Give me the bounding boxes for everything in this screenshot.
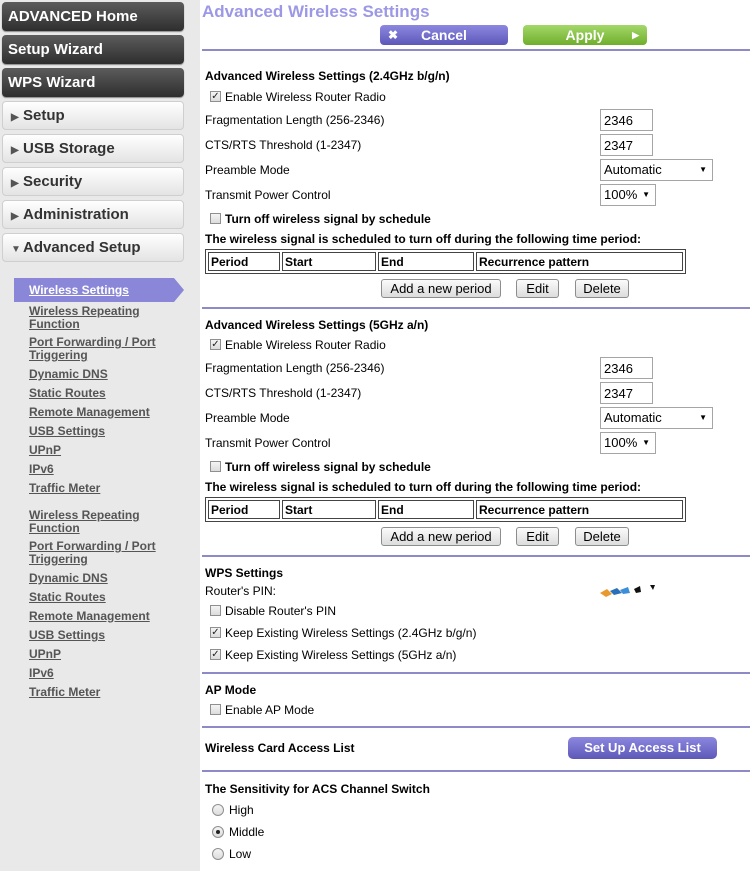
sidebar-item-usb-settings[interactable]: USB Settings (29, 628, 106, 642)
divider (202, 672, 750, 674)
col-end: End (378, 252, 474, 271)
apply-button-label: Apply (565, 27, 605, 43)
band24-edit-button[interactable]: Edit (516, 279, 559, 298)
menu-security-label: Security (23, 173, 83, 190)
disable-pin-checkbox[interactable] (210, 605, 221, 616)
sidebar-item-remote-management[interactable]: Remote Management (29, 609, 150, 623)
acs-low-radio[interactable] (212, 848, 224, 860)
cancel-button-label: Cancel (421, 27, 467, 43)
menu-setup[interactable] (2, 101, 184, 130)
band5-delete-button[interactable]: Delete (575, 527, 629, 546)
band5-cts-input[interactable] (600, 382, 653, 404)
band5-power-value: 100% (604, 435, 638, 450)
menu-setup-label: Setup (23, 107, 65, 124)
band5-preamble-select[interactable] (600, 407, 713, 429)
table-header-row (208, 252, 683, 271)
col-period: Period (208, 500, 280, 519)
table-header-row (208, 500, 683, 519)
band5-power-select[interactable] (600, 432, 656, 454)
wps-heading: WPS Settings (205, 566, 284, 580)
band24-power-select[interactable] (600, 184, 656, 206)
acs-heading: The Sensitivity for ACS Channel Switch (205, 782, 430, 796)
triangle-right-icon: ▶ (11, 145, 19, 156)
sidebar-item-port-forwarding[interactable]: Port Forwarding / Port Triggering (29, 539, 156, 566)
band24-preamble-value: Automatic (604, 162, 662, 177)
sidebar-item-dynamic-dns[interactable]: Dynamic DNS (29, 571, 108, 585)
sidebar-item-dynamic-dns[interactable]: Dynamic DNS (29, 367, 108, 381)
band5-edit-button[interactable]: Edit (516, 527, 559, 546)
acs-middle-label: Middle (229, 825, 265, 839)
wps-wizard-button[interactable]: WPS Wizard (2, 68, 184, 97)
band5-schedule-label: Turn off wireless signal by schedule (225, 460, 431, 474)
acs-high-label: High (229, 803, 254, 817)
col-recurrence: Recurrence pattern (476, 500, 683, 519)
triangle-right-icon: ▶ (11, 178, 19, 189)
access-list-label: Wireless Card Access List (205, 741, 355, 755)
page-title: Advanced Wireless Settings (202, 2, 430, 21)
band24-frag-input[interactable] (600, 109, 653, 131)
band24-schedule-note: The wireless signal is scheduled to turn off during the following time period: (205, 232, 642, 246)
col-recurrence: Recurrence pattern (476, 252, 683, 271)
band24-power-value: 100% (604, 187, 638, 202)
sidebar-item-wireless-settings[interactable]: Wireless Settings (14, 278, 174, 302)
band24-schedule-checkbox[interactable] (210, 213, 221, 224)
band5-frag-input[interactable] (600, 357, 653, 379)
col-start: Start (282, 500, 376, 519)
chevron-down-icon: ▼ (699, 413, 707, 422)
menu-administration-label: Administration (23, 206, 129, 223)
band5-preamble-value: Automatic (604, 410, 662, 425)
menu-advanced-setup-label: Advanced Setup (23, 239, 141, 256)
apply-button[interactable] (523, 25, 647, 45)
band24-delete-button[interactable]: Delete (575, 279, 629, 298)
chevron-down-icon: ▼ (699, 165, 707, 174)
set-up-access-list-button[interactable]: Set Up Access List (568, 737, 717, 759)
sidebar-item-static-routes[interactable]: Static Routes (29, 386, 106, 400)
acs-high-radio[interactable] (212, 804, 224, 816)
divider (202, 555, 750, 557)
band5-schedule-note: The wireless signal is scheduled to turn off during the following time period: (205, 480, 642, 494)
ap-heading: AP Mode (205, 683, 257, 697)
band5-add-period-button[interactable]: Add a new period (381, 527, 501, 546)
menu-usb-storage[interactable] (2, 134, 184, 163)
keep5-label: Keep Existing Wireless Settings (5GHz a/n) (225, 648, 457, 662)
cancel-button[interactable] (380, 25, 508, 45)
sidebar-item-remote-management[interactable]: Remote Management (29, 405, 150, 419)
ap-mode-checkbox[interactable] (210, 704, 221, 715)
triangle-right-icon: ▶ (11, 112, 19, 123)
col-start: Start (282, 252, 376, 271)
band24-preamble-select[interactable] (600, 159, 713, 181)
menu-advanced-setup[interactable] (2, 233, 184, 262)
chevron-down-icon: ▼ (642, 190, 650, 199)
band5-power-label: Transmit Power Control (205, 436, 331, 450)
band24-cts-input[interactable] (600, 134, 653, 156)
band24-heading: Advanced Wireless Settings (2.4GHz b/g/n) (205, 69, 450, 83)
divider (202, 49, 750, 51)
band24-frag-label: Fragmentation Length (256-2346) (205, 113, 385, 127)
ap-mode-label: Enable AP Mode (225, 703, 315, 717)
divider (202, 770, 750, 772)
sidebar-item-wireless-repeating[interactable]: Wireless Repeating Function (29, 304, 140, 331)
advanced-home-button[interactable]: ADVANCED Home (2, 2, 184, 31)
keep5-checkbox[interactable]: ✓ (211, 649, 220, 660)
setup-wizard-button[interactable]: Setup Wizard (2, 35, 184, 64)
main-panel (202, 0, 750, 871)
sidebar-item-traffic-meter[interactable]: Traffic Meter (29, 481, 101, 495)
triangle-right-icon: ▶ (11, 211, 19, 222)
sidebar-item-ipv6[interactable]: IPv6 (29, 462, 54, 476)
band5-cts-label: CTS/RTS Threshold (1-2347) (205, 386, 362, 400)
router-pin-image (598, 584, 658, 598)
band24-add-period-button[interactable]: Add a new period (381, 279, 501, 298)
band24-enable-radio-label: Enable Wireless Router Radio (225, 90, 386, 104)
wps-pin-label: Router's PIN: (205, 584, 276, 598)
sidebar-item-static-routes[interactable]: Static Routes (29, 590, 106, 604)
acs-low-label: Low (229, 847, 252, 861)
keep24-label: Keep Existing Wireless Settings (2.4GHz b/g/n) (225, 626, 477, 640)
col-period: Period (208, 252, 280, 271)
close-icon: ✖ (388, 28, 399, 42)
sidebar-item-upnp[interactable]: UPnP (29, 443, 62, 457)
disable-pin-label: Disable Router's PIN (225, 604, 336, 618)
sidebar-item-usb-settings[interactable]: USB Settings (29, 424, 106, 438)
triangle-right-icon: ▶ (632, 30, 639, 40)
band5-enable-radio-checkbox[interactable]: ✓ (211, 339, 220, 350)
band24-schedule-table (205, 249, 686, 274)
triangle-down-icon: ▼ (11, 244, 21, 255)
band24-power-label: Transmit Power Control (205, 188, 331, 202)
band24-cts-label: CTS/RTS Threshold (1-2347) (205, 138, 362, 152)
sidebar (0, 0, 200, 871)
divider (202, 726, 750, 728)
col-end: End (378, 500, 474, 519)
keep24-checkbox[interactable]: ✓ (211, 627, 220, 638)
band5-schedule-table (205, 497, 686, 522)
band5-enable-radio-label: Enable Wireless Router Radio (225, 338, 386, 352)
band5-heading: Advanced Wireless Settings (5GHz a/n) (205, 318, 429, 332)
band24-schedule-label: Turn off wireless signal by schedule (225, 212, 431, 226)
band5-schedule-checkbox[interactable] (210, 461, 221, 472)
band24-preamble-label: Preamble Mode (205, 163, 290, 177)
menu-administration[interactable] (2, 200, 184, 229)
band24-enable-radio-checkbox[interactable]: ✓ (211, 91, 220, 102)
menu-security[interactable] (2, 167, 184, 196)
sidebar-item-ipv6[interactable]: IPv6 (29, 666, 54, 680)
sidebar-item-upnp[interactable]: UPnP (29, 647, 62, 661)
sidebar-item-port-forwarding[interactable]: Port Forwarding / Port Triggering (29, 335, 156, 362)
band5-preamble-label: Preamble Mode (205, 411, 290, 425)
sidebar-item-wireless-repeating[interactable]: Wireless Repeating Function (29, 508, 140, 535)
menu-usb-storage-label: USB Storage (23, 140, 115, 157)
band5-frag-label: Fragmentation Length (256-2346) (205, 361, 385, 375)
chevron-down-icon: ▼ (642, 438, 650, 447)
divider (202, 307, 750, 309)
acs-middle-radio[interactable] (212, 826, 224, 838)
sidebar-item-traffic-meter[interactable]: Traffic Meter (29, 685, 101, 699)
